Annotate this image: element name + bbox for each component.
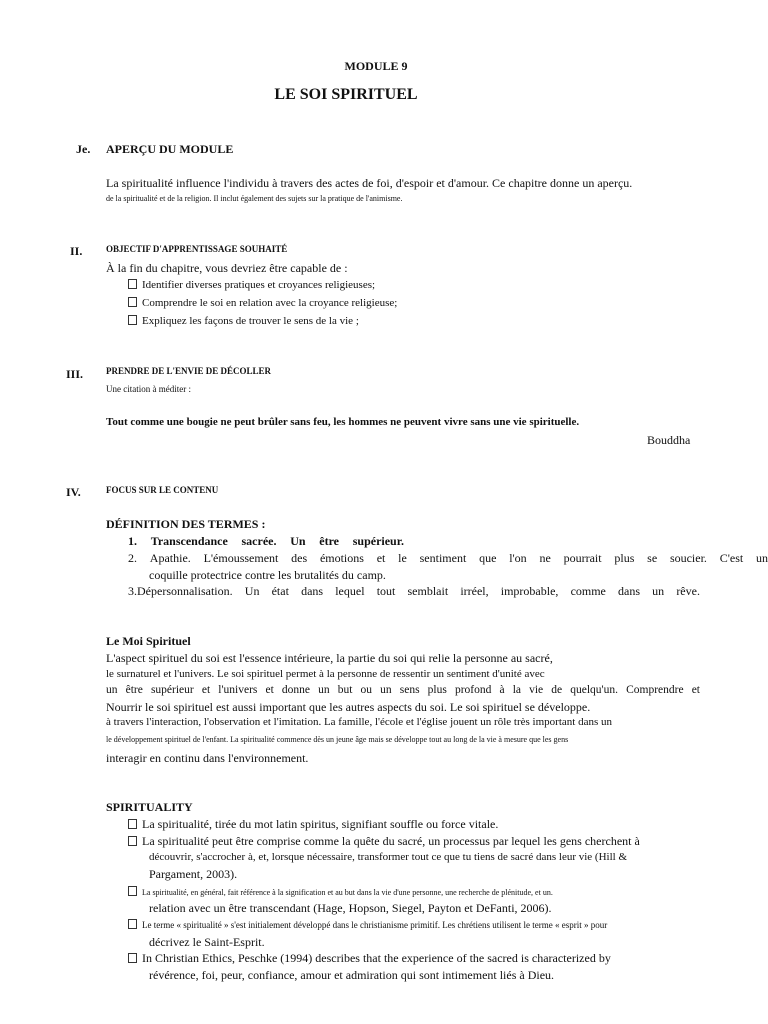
subsection-heading: SPIRITUALITY [106, 800, 193, 814]
list-item-continued: découvrir, s'accrocher à, et, lorsque nécessaire, transformer tout ce que tu tiens de sacré dans leur vie (Hill & [149, 851, 628, 863]
module-label: MODULE 9 [344, 59, 408, 73]
checkbox-icon [128, 297, 137, 307]
checkbox-icon [128, 919, 137, 929]
list-item-continued: Pargament, 2003). [149, 867, 238, 881]
quote: Tout comme une bougie ne peut brûler sans feu, les hommes ne peuvent vivre sans une vie spirituelle. [106, 416, 580, 428]
list-item: Identifier diverses pratiques et croyances religieuses; [128, 279, 375, 291]
checkbox-icon [128, 279, 137, 289]
definition-2: 2. Apathie. L'émoussement des émotions et le sentiment que l'on ne pourrait plus se soucier. C'est un [128, 551, 768, 565]
checkbox-icon [128, 315, 137, 325]
checkbox-icon [128, 953, 137, 963]
list-item-continued: révérence, foi, peur, confiance, amour et admiration qui sont intimement liés à Dieu. [149, 968, 555, 982]
section-number: II. [70, 244, 83, 258]
paragraph-line: La spiritualité influence l'individu à travers des actes de foi, d'espoir et d'amour. Ce chapitre donne un aperçu. [106, 176, 633, 190]
paragraph-line: interagir en continu dans l'environnement. [106, 751, 309, 765]
section-number: III. [66, 367, 84, 381]
section-number: IV. [66, 485, 81, 499]
paragraph-line: À la fin du chapitre, vous devriez être capable de : [106, 261, 348, 275]
quote-author: Bouddha [647, 433, 691, 447]
subsection-heading: Le Moi Spirituel [106, 634, 191, 648]
list-item: La spiritualité peut être comprise comme la quête du sacré, un processus par lequel les gens cherchent à [128, 834, 640, 849]
list-item: In Christian Ethics, Peschke (1994) describes that the experience of the sacred is characterized by [128, 951, 611, 966]
checkbox-icon [128, 836, 137, 846]
module-title: LE SOI SPIRITUEL [274, 86, 418, 103]
list-item-continued: relation avec un être transcendant (Hage, Hopson, Siegel, Payton et DeFanti, 2006). [149, 901, 552, 915]
paragraph-line: le développement spirituel de l'enfant. La spiritualité commence dès un jeune âge mais se développe tout au long de la vie à mesure que les gens [106, 735, 569, 744]
definition-2-continued: coquille protectrice contre les brutalités du camp. [149, 568, 386, 582]
paragraph-line: Une citation à méditer : [106, 384, 191, 394]
checkbox-icon [128, 819, 137, 829]
definitions-heading: DÉFINITION DES TERMES : [106, 517, 266, 531]
paragraph-line: à travers l'interaction, l'observation et l'imitation. La famille, l'école et l'église jouent un rôle très important dans un [106, 716, 612, 728]
paragraph-line: Nourrir le soi spirituel est aussi important que les autres aspects du soi. Le soi spirituel se développe. [106, 700, 591, 714]
definition-3: 3.Dépersonnalisation. Un état dans lequel tout semblait irréel, improbable, comme dans un rêve. [128, 584, 700, 598]
list-item: La spiritualité, en général, fait référence à la signification et au but dans la vie d'une personne, une recherche de plénitude, et un. [128, 886, 553, 897]
list-item: Comprendre le soi en relation avec la croyance religieuse; [128, 297, 397, 309]
paragraph-line: un être supérieur et l'univers et donne un but ou un sens plus profond à la vie de quelqu'un. Comprendre et [106, 684, 700, 696]
checkbox-icon [128, 886, 137, 896]
list-item: Le terme « spiritualité » s'est initialement développé dans le christianisme primitif. Les chrétiens utilisent le terme « esprit » pour [128, 919, 607, 930]
list-item: La spiritualité, tirée du mot latin spiritus, signifiant souffle ou force vitale. [128, 817, 498, 832]
paragraph-line: de la spiritualité et de la religion. Il inclut également des sujets sur la pratique de l'animisme. [106, 194, 403, 203]
section-title: APERÇU DU MODULE [106, 142, 234, 156]
section-title: FOCUS SUR LE CONTENU [106, 485, 219, 495]
section-title: OBJECTIF D'APPRENTISSAGE SOUHAITÉ [106, 244, 288, 254]
section-number: Je. [76, 142, 91, 156]
list-item-continued: décrivez le Saint-Esprit. [149, 935, 265, 949]
section-title: PRENDRE DE L'ENVIE DE DÉCOLLER [106, 366, 272, 376]
definition-1: 1. Transcendance sacrée. Un être supérieur. [128, 534, 404, 548]
paragraph-line: le surnaturel et l'univers. Le soi spirituel permet à la personne de ressentir un sentiment d'unité avec [106, 668, 545, 680]
list-item: Expliquez les façons de trouver le sens de la vie ; [128, 315, 359, 327]
paragraph-line: L'aspect spirituel du soi est l'essence intérieure, la partie du soi qui relie la personne au sacré, [106, 651, 553, 665]
